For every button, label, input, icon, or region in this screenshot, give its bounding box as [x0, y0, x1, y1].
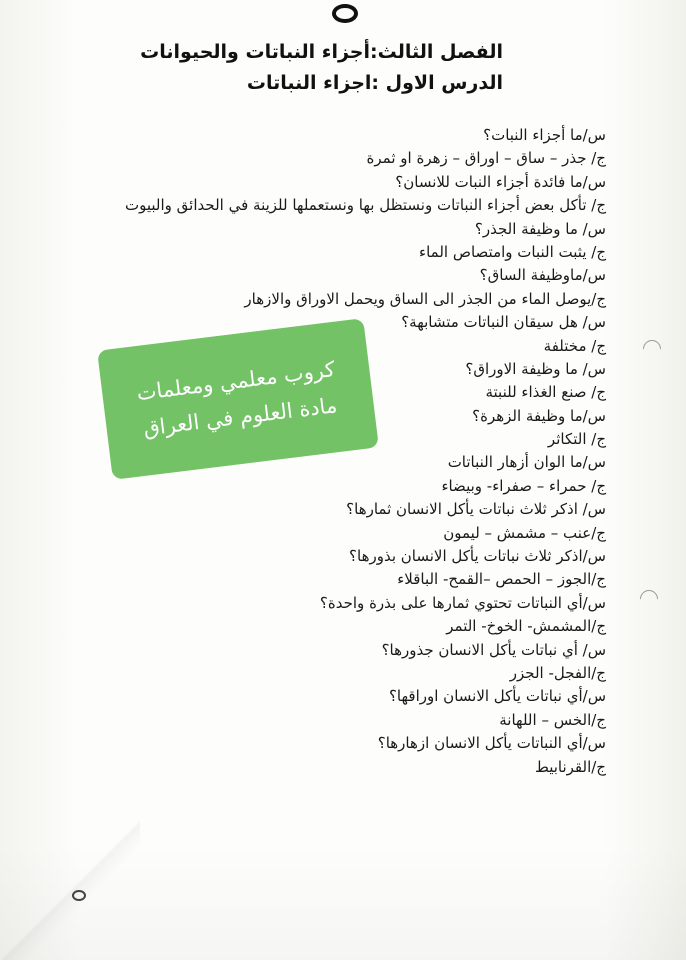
page-number-icon	[330, 2, 360, 24]
qa-line: ج/الفجل- الجزر	[509, 663, 606, 682]
qa-line: س/ أي نباتات يأكل الانسان جذورها؟	[381, 640, 606, 659]
qa-line: ج/ تأكل بعض أجزاء النباتات ونستظل بها ونستعملها للزينة في الحدائق والبيوت	[125, 196, 606, 215]
qa-line: س/ما فائدة أجزاء النبات للانسان؟	[395, 172, 606, 191]
qa-line: س/ما وظيفة الزهرة؟	[472, 406, 606, 425]
chapter-title: الفصل الثالث:أجزاء النباتات والحيوانات	[140, 41, 503, 63]
qa-line: س/ اذكر ثلاث نباتات يأكل الانسان ثمارها؟	[346, 500, 606, 519]
qa-line: ج/الخس – اللهانة	[499, 710, 606, 729]
qa-line: ج/ جذر – ساق – اوراق – زهرة او ثمرة	[366, 149, 606, 168]
qa-line: س/اذكر ثلاث نباتات يأكل الانسان بذورها؟	[349, 547, 606, 566]
qa-line: س/ ما وظيفة الجذر؟	[474, 219, 606, 238]
qa-line: ج/ يثبت النبات وامتصاص الماء	[419, 242, 606, 261]
qa-line: س/ما أجزاء النبات؟	[483, 126, 606, 144]
qa-line: ج/القرنابيط	[534, 757, 606, 776]
paper-fold-shadow	[0, 820, 140, 960]
qa-line: ج/عنب – مشمش – ليمون	[443, 523, 606, 542]
watermark-line-2: مادة العلوم في العراق	[142, 393, 339, 441]
qa-line: ج/ مختلفة	[543, 336, 606, 355]
qa-line: ج/المشمش- الخوخ- التمر	[446, 617, 606, 636]
qa-line: س/أي النباتات يأكل الانسان ازهارها؟	[377, 734, 606, 753]
qa-line: ج/ التكاثر	[547, 430, 606, 449]
qa-line: س/ هل سيقان النباتات متشابهة؟	[401, 313, 606, 332]
lesson-title: الدرس الاول :اجزاء النباتات	[246, 72, 503, 94]
watermark-line-1: كروب معلمي ومعلمات	[135, 357, 337, 406]
qa-line: س/أي النباتات تحتوي ثمارها على بذرة واحدة؟	[319, 593, 606, 612]
qa-line: س/أي نباتات يأكل الانسان اوراقها؟	[388, 687, 606, 706]
qa-line: ج/ صنع الغذاء للنبتة	[485, 383, 606, 402]
qa-line: س/ ما وظيفة الاوراق؟	[465, 359, 606, 378]
qa-line: ج/الجوز – الحمص –القمح- الباقلاء	[397, 570, 606, 589]
qa-line: س/ما الوان أزهار النباتات	[447, 453, 606, 472]
qa-line: ج/ حمراء – صفراء- وبيضاء	[441, 476, 606, 495]
qa-line: س/ماوظيفة الساق؟	[479, 266, 606, 285]
qa-line: ج/يوصل الماء من الجذر الى الساق ويحمل الاوراق والازهار	[244, 289, 606, 308]
